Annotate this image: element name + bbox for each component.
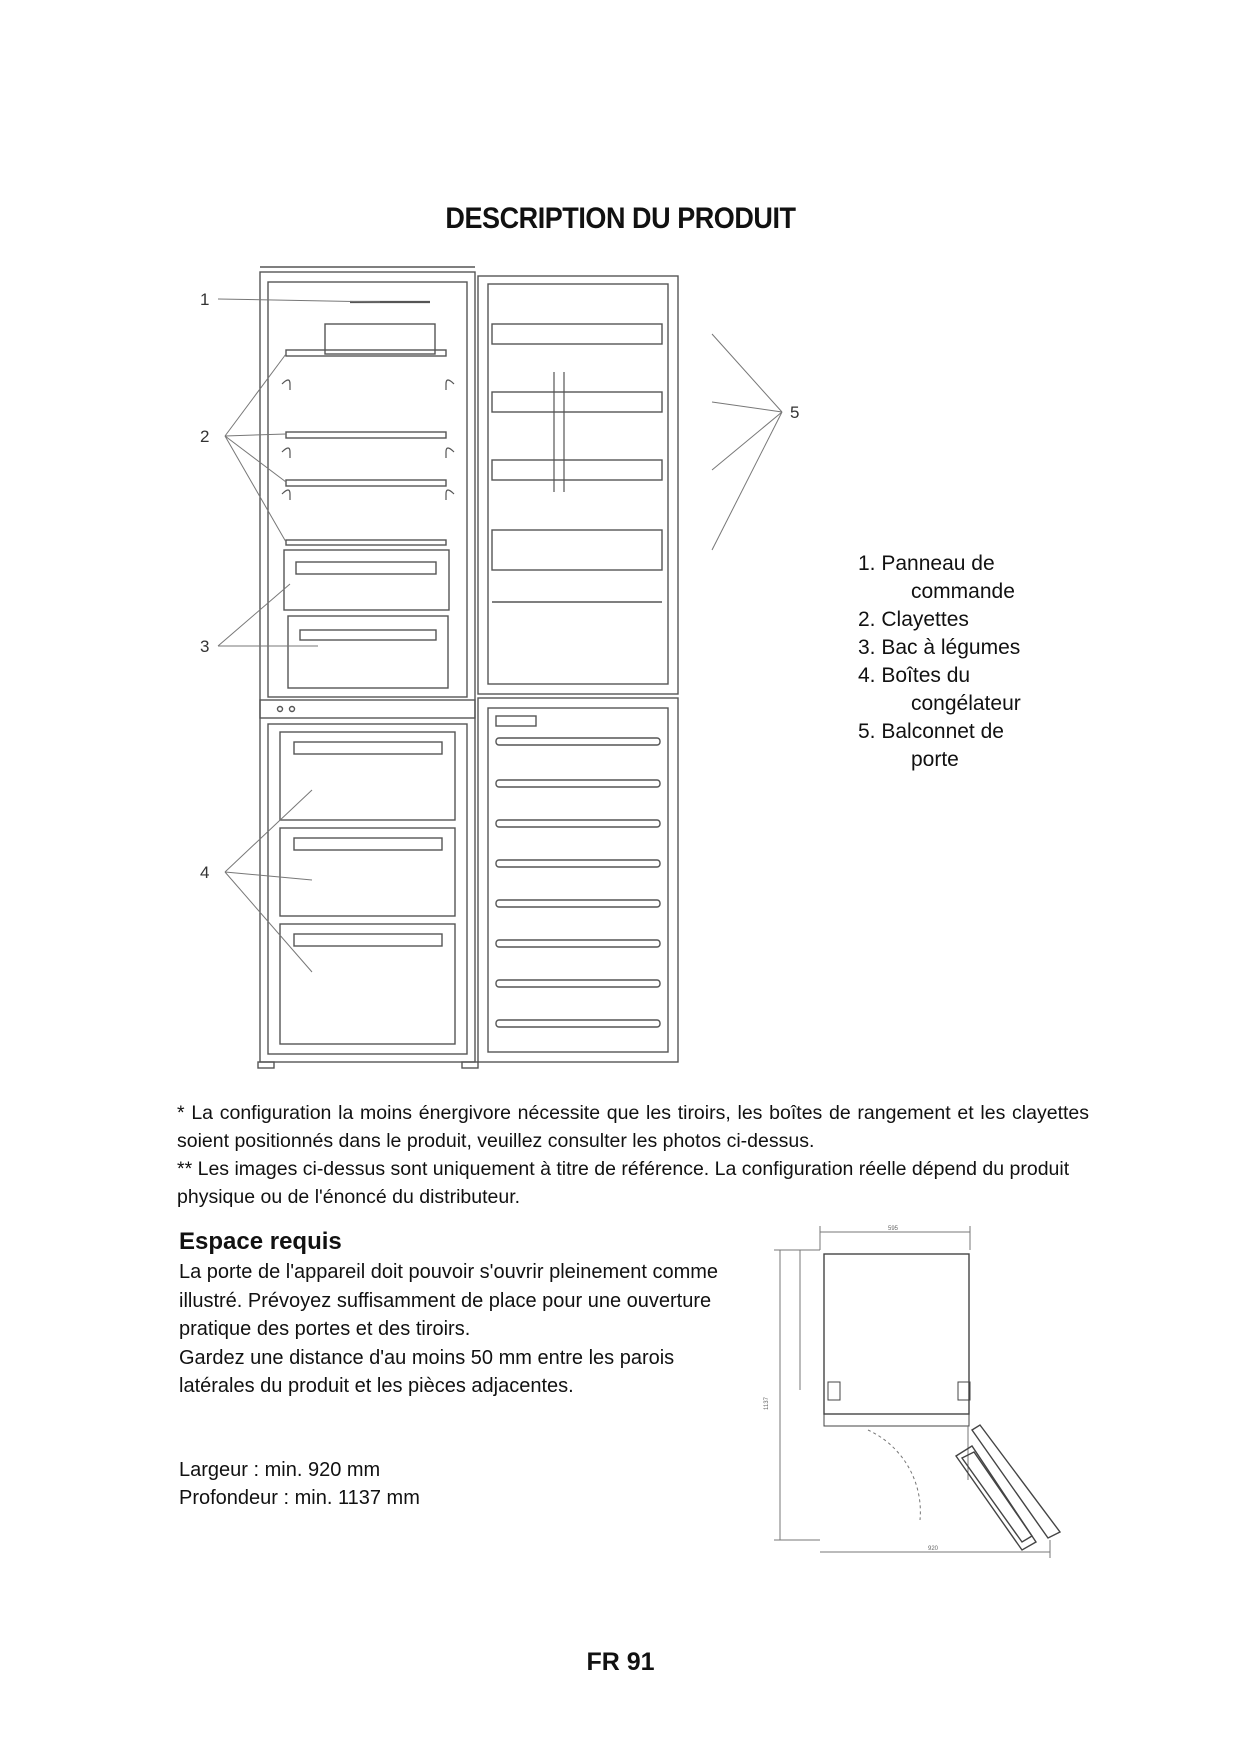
note-reference: ** Les images ci-dessus sont uniquement à titre de référence. La configuration réelle dépend du produit physique ou de l'énoncé du distributeur. bbox=[177, 1158, 1070, 1208]
space-text bbox=[179, 1258, 719, 1401]
legend-item: 5. Balconnet de porte bbox=[858, 720, 1004, 771]
fridge-diagram bbox=[200, 262, 840, 1070]
page-number: FR 91 bbox=[586, 1648, 655, 1676]
fridge-door bbox=[478, 276, 678, 694]
legend-item: 1. Panneau de commande bbox=[858, 552, 1015, 603]
dim-width-label: 920 bbox=[928, 1546, 939, 1552]
note-energy: * La configuration la moins énergivore nécessite que les tiroirs, les boîtes de rangement et les clayettes soient positionnés dans le produit, veuillez consulter les photos ci-dessus. bbox=[177, 1102, 1089, 1152]
freezer-drawers bbox=[268, 724, 467, 1054]
legend-item: 2. Clayettes bbox=[858, 608, 969, 631]
door-balconies bbox=[492, 324, 662, 602]
freezer-door bbox=[478, 698, 678, 1062]
dim-depth-label: 1137 bbox=[764, 1397, 770, 1410]
fridge-topview bbox=[824, 1254, 969, 1414]
callout-2: 2 bbox=[200, 427, 210, 446]
shelves bbox=[286, 350, 446, 545]
fridge-body bbox=[260, 272, 475, 1062]
callout-1: 1 bbox=[200, 290, 210, 309]
freezer-door-ridges bbox=[496, 738, 660, 1027]
dim-top-label: 595 bbox=[888, 1226, 899, 1232]
dimension-depth: Profondeur : min. 1137 mm bbox=[179, 1487, 420, 1509]
crisper-drawers bbox=[284, 550, 449, 688]
callout-3: 3 bbox=[200, 637, 210, 656]
dimensions bbox=[179, 1456, 420, 1512]
notes bbox=[177, 1099, 1089, 1211]
callout-5: 5 bbox=[790, 403, 800, 422]
parts-legend bbox=[858, 550, 1021, 774]
legend-item: 4. Boîtes du congélateur bbox=[858, 664, 1021, 715]
callout-4: 4 bbox=[200, 863, 210, 882]
page-title: DESCRIPTION DU PRODUIT bbox=[445, 202, 796, 235]
legend-item: 3. Bac à légumes bbox=[858, 636, 1021, 659]
dimension-width: Largeur : min. 920 mm bbox=[179, 1459, 381, 1481]
open-door bbox=[956, 1425, 1060, 1550]
space-heading: Espace requis bbox=[179, 1228, 342, 1255]
space-paragraph: Gardez une distance d'au moins 50 mm entre les parois latérales du produit et les pièces adjacentes. bbox=[179, 1346, 675, 1397]
clearance-diagram bbox=[760, 1220, 1090, 1560]
space-paragraph: La porte de l'appareil doit pouvoir s'ouvrir pleinement comme illustré. Prévoyez suffisamment de place pour une ouverture pratique des portes et des tiroirs. bbox=[179, 1261, 719, 1340]
